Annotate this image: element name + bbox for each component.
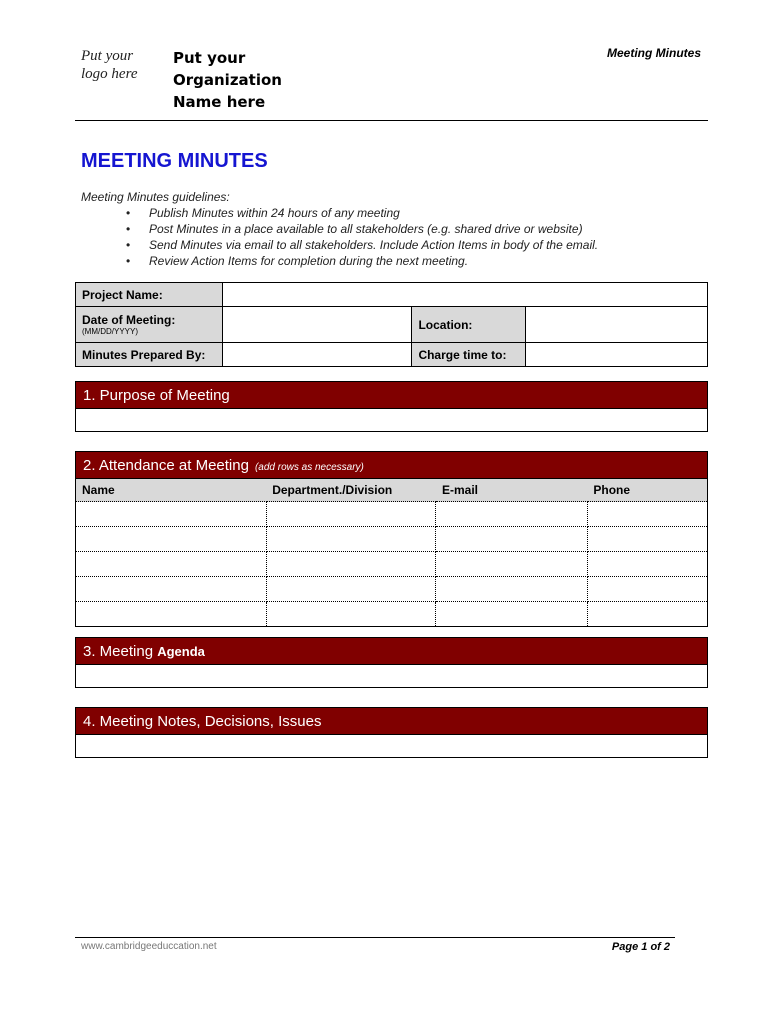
- organization-name: [173, 47, 333, 113]
- org-line-2: Organization: [173, 71, 282, 89]
- table-cell[interactable]: [587, 527, 707, 552]
- table-cell[interactable]: [436, 527, 587, 552]
- charge-time-field[interactable]: [526, 343, 708, 367]
- guideline-item: • Review Action Items for completion during the next meeting.: [81, 253, 681, 269]
- table-cell[interactable]: [436, 602, 587, 627]
- table-cell[interactable]: [76, 602, 266, 627]
- table-cell[interactable]: [76, 552, 266, 577]
- attendance-table: [76, 479, 707, 626]
- section-purpose-body[interactable]: [76, 409, 707, 431]
- org-line-1: Put your: [173, 49, 246, 67]
- section-attendance: [75, 451, 708, 627]
- section-agenda-body[interactable]: [76, 665, 707, 687]
- project-name-label: Project Name:: [76, 283, 223, 307]
- guidelines-intro: Meeting Minutes guidelines:: [81, 190, 230, 204]
- section-agenda: [75, 637, 708, 688]
- header-doc-label: Meeting Minutes: [606, 46, 701, 60]
- section-purpose-heading: 1. Purpose of Meeting: [76, 382, 707, 409]
- location-label: Location:: [412, 307, 526, 343]
- table-cell[interactable]: [587, 577, 707, 602]
- table-cell[interactable]: [436, 552, 587, 577]
- guidelines: [81, 189, 681, 269]
- section-attendance-heading: [76, 452, 707, 479]
- section-purpose: [75, 381, 708, 432]
- footer-website: www.cambridgeeduccation.net: [81, 941, 217, 952]
- table-cell[interactable]: [266, 552, 436, 577]
- table-row: [76, 577, 707, 602]
- section-notes-heading: 4. Meeting Notes, Decisions, Issues: [76, 708, 707, 735]
- page-title: MEETING MINUTES: [81, 150, 268, 172]
- guideline-item: • Send Minutes via email to all stakeholders. Include Action Items in body of the email.: [81, 237, 681, 253]
- date-label-text: Date of Meeting:: [82, 312, 176, 327]
- logo-placeholder: Put your logo here: [81, 48, 138, 82]
- table-cell[interactable]: [76, 577, 266, 602]
- guidelines-list: [81, 205, 681, 269]
- prepared-by-field[interactable]: [222, 343, 412, 367]
- date-of-meeting-label: [76, 307, 223, 343]
- agenda-heading-prefix: 3. Meeting: [83, 643, 154, 660]
- table-cell[interactable]: [76, 502, 266, 527]
- footer-divider: [75, 937, 675, 938]
- column-header-name: Name: [76, 479, 266, 502]
- table-cell[interactable]: [587, 602, 707, 627]
- charge-time-label: Charge time to:: [412, 343, 526, 367]
- table-cell[interactable]: [266, 602, 436, 627]
- header-divider: [75, 120, 708, 121]
- table-cell[interactable]: [587, 502, 707, 527]
- column-header-department: Department./Division: [266, 479, 436, 502]
- table-cell[interactable]: [266, 502, 436, 527]
- table-row: [76, 602, 707, 627]
- org-line-3: Name here: [173, 93, 266, 111]
- table-cell[interactable]: [76, 527, 266, 552]
- agenda-heading-suffix: Agenda: [157, 644, 205, 659]
- date-of-meeting-field[interactable]: [222, 307, 412, 343]
- column-header-phone: Phone: [587, 479, 707, 502]
- location-field[interactable]: [526, 307, 708, 343]
- attendance-heading-note: (add rows as necessary): [254, 462, 364, 473]
- table-cell[interactable]: [266, 577, 436, 602]
- guideline-item: • Publish Minutes within 24 hours of any meeting: [81, 205, 681, 221]
- attendance-heading-text: 2. Attendance at Meeting: [83, 457, 249, 474]
- table-cell[interactable]: [266, 527, 436, 552]
- table-cell[interactable]: [436, 577, 587, 602]
- meeting-info-table: [75, 282, 708, 367]
- guideline-item: • Post Minutes in a place available to all stakeholders (e.g. shared drive or website): [81, 221, 681, 237]
- project-name-field[interactable]: [222, 283, 707, 307]
- table-cell[interactable]: [587, 552, 707, 577]
- table-row: [76, 527, 707, 552]
- section-notes-body[interactable]: [76, 735, 707, 757]
- section-agenda-heading: [76, 638, 707, 665]
- table-row: [76, 502, 707, 527]
- table-cell[interactable]: [436, 502, 587, 527]
- table-row: [76, 552, 707, 577]
- prepared-by-label: Minutes Prepared By:: [76, 343, 223, 367]
- footer-page-number: Page 1 of 2: [611, 941, 670, 953]
- date-format-hint: (MM/DD/YYYY): [82, 326, 138, 336]
- section-notes: [75, 707, 708, 758]
- column-header-email: E-mail: [436, 479, 587, 502]
